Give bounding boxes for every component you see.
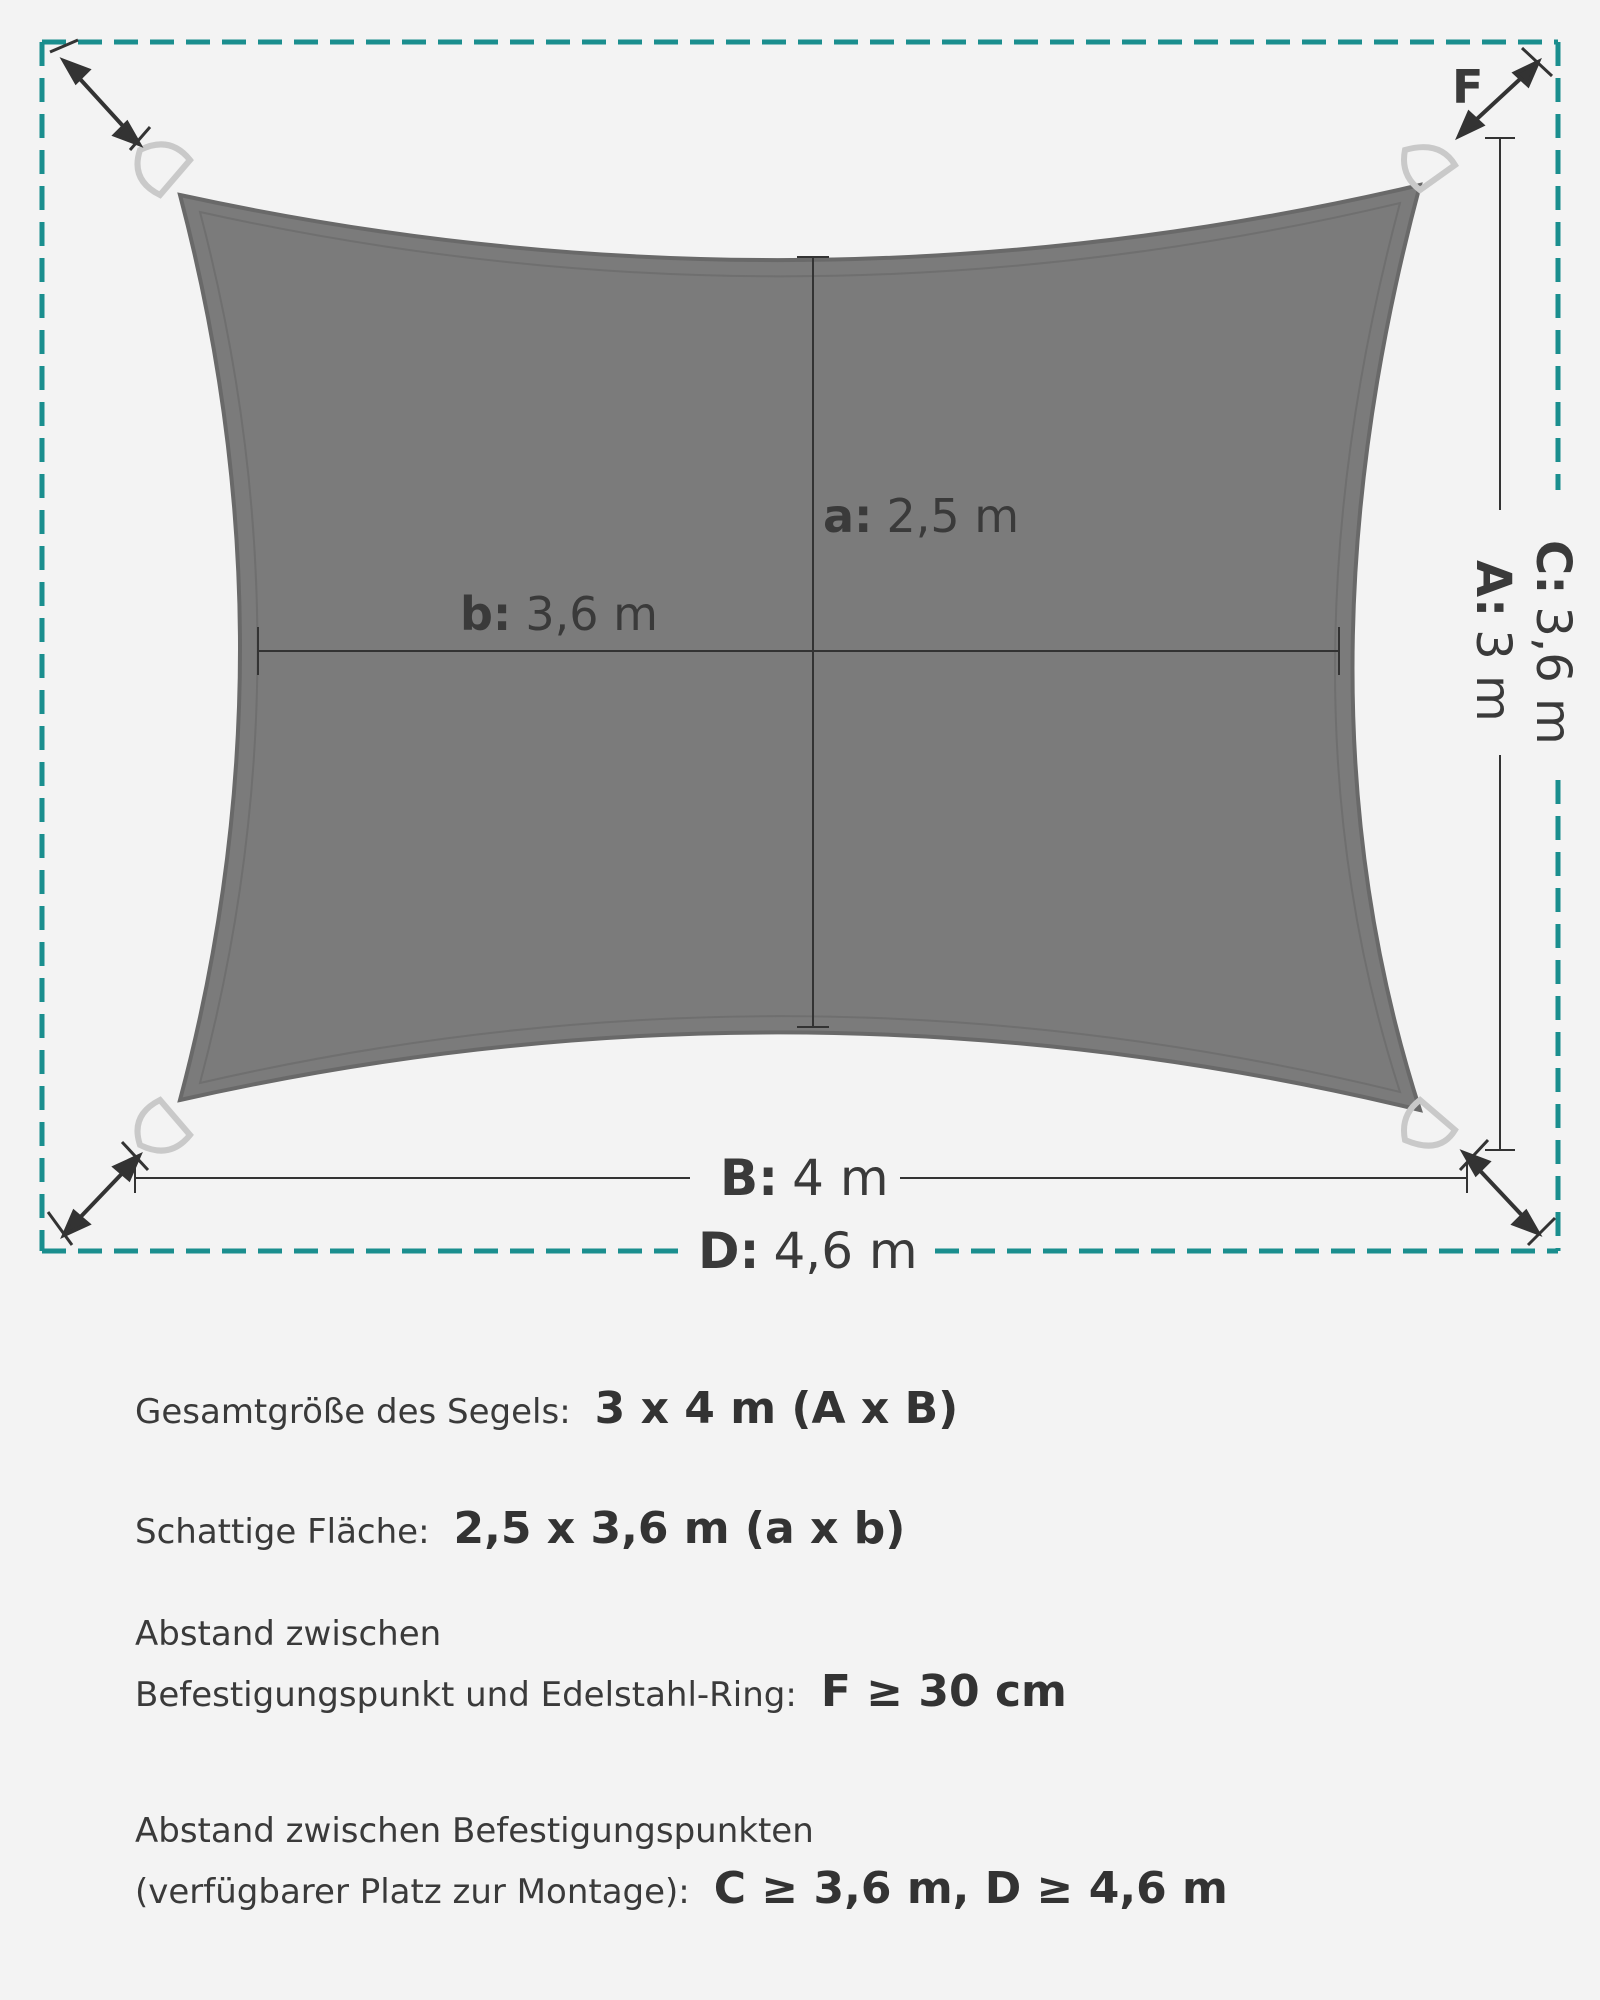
label-F: F xyxy=(1452,60,1484,114)
label-a: a: 2,5 m xyxy=(823,489,1020,543)
spec-label-line1: Abstand zwischen xyxy=(135,1614,442,1654)
label-A: A:3 m xyxy=(1465,560,1521,722)
spec-label: Schattige Fläche: xyxy=(135,1512,430,1552)
spec-ring-distance xyxy=(135,1605,1067,1724)
spec-value: C ≥ 3,6 m, D ≥ 4,6 m xyxy=(713,1863,1228,1914)
spec-shade-area xyxy=(135,1500,905,1561)
spec-label-line2: Befestigungspunkt und Edelstahl-Ring: xyxy=(135,1675,797,1715)
spec-total-size xyxy=(135,1380,958,1441)
spec-label-line1: Abstand zwischen Befestigungspunkten xyxy=(135,1811,814,1851)
label-D: D: 4,6 m xyxy=(698,1222,918,1280)
spec-label-line2: (verfügbarer Platz zur Montage): xyxy=(135,1872,690,1912)
spec-value: F ≥ 30 cm xyxy=(820,1666,1067,1717)
spec-value: 3 x 4 m (A x B) xyxy=(594,1383,959,1434)
shade-sail xyxy=(180,185,1420,1110)
label-b: b: 3,6 m xyxy=(460,587,658,641)
spec-value: 2,5 x 3,6 m (a x b) xyxy=(453,1503,906,1554)
spec-label: Gesamtgröße des Segels: xyxy=(135,1392,571,1432)
label-C: C:3,6 m xyxy=(1525,540,1581,745)
label-B: B: 4 m xyxy=(720,1149,889,1207)
spec-mounting-distance xyxy=(135,1802,1228,1921)
